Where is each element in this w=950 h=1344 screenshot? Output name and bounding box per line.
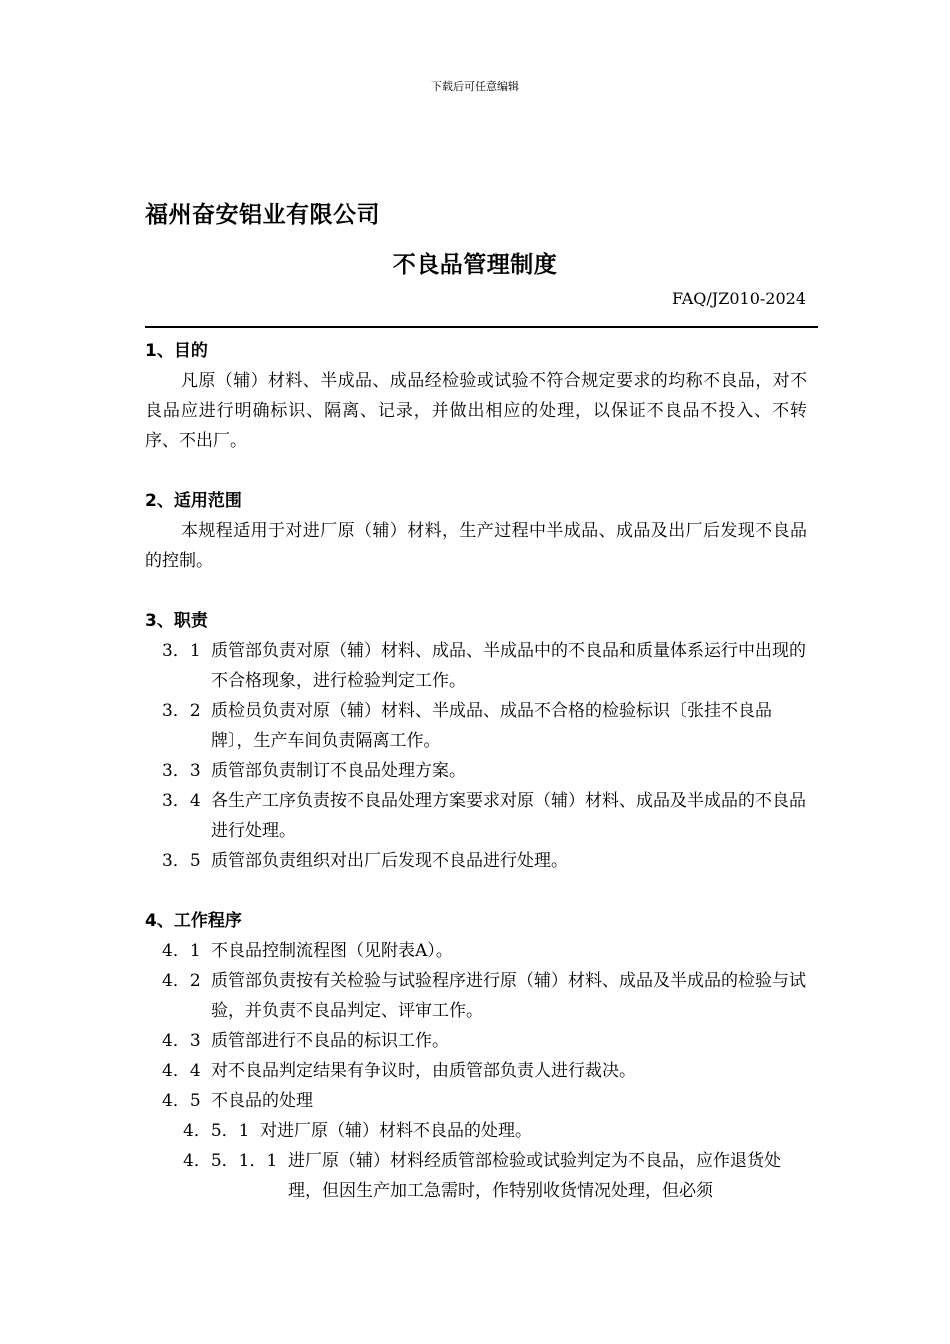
item-number: 4．2 [162,971,201,991]
list-item [145,696,807,756]
item-text: 质管部负责按有关检验与试验程序进行原（辅）材料、成品及半成品的检验与试验，并负责不良品判定、评审工作。 [211,971,806,1021]
item-text: 质管部进行不良品的标识工作。 [211,1031,449,1051]
spacer [145,576,807,606]
section-title-duties: 3、职责 [145,611,208,631]
item-number: 4．3 [162,1031,201,1051]
list-item [145,966,807,1026]
section-title-purpose: 1、目的 [145,341,208,361]
item-text: 进厂原（辅）材料经质管部检验或试验判定为不良品，应作退货处理，但因生产加工急需时，作特别收货情况处理，但必须 [288,1151,781,1201]
list-item [145,756,807,786]
list-item [145,786,807,846]
document-code: FAQ/JZ010-2024 [672,289,806,308]
item-text: 各生产工序负责按不良品处理方案要求对原（辅）材料、成品及半成品的不良品进行处理。 [211,791,806,841]
item-number: 3．1 [162,641,201,661]
item-number: 4．5 [162,1091,201,1111]
item-number: 4．5．1．1 [183,1151,278,1171]
item-text: 质管部负责制订不良品处理方案。 [211,761,466,781]
section-paragraph-scope: 本规程适用于对进厂原（辅）材料，生产过程中半成品、成品及出厂后发现不良品的控制。 [145,521,807,571]
list-item [145,1026,807,1056]
section-title-scope: 2、适用范围 [145,491,242,511]
document-title: 不良品管理制度 [392,252,558,278]
item-text: 质管部负责对原（辅）材料、成品、半成品中的不良品和质量体系运行中出现的不合格现象，进行检验判定工作。 [211,641,806,691]
item-number: 3．4 [162,791,201,811]
list-item [145,846,807,876]
spacer [145,456,807,486]
sub-sub-list-item [145,1146,807,1206]
item-number: 4．1 [162,941,201,961]
item-text: 质管部负责组织对出厂后发现不良品进行处理。 [211,851,568,871]
item-text: 对进厂原（辅）材料不良品的处理。 [260,1121,532,1141]
sub-list-item [145,1116,807,1146]
document-body [145,336,807,1206]
item-number: 4．4 [162,1061,201,1081]
item-text: 不良品的处理 [211,1091,313,1111]
list-item [145,1056,807,1086]
item-text: 对不良品判定结果有争议时，由质管部负责人进行裁决。 [211,1061,636,1081]
list-item [145,1086,807,1116]
list-item [145,936,807,966]
list-item [145,636,807,696]
header-rule [145,326,818,328]
item-number: 4．5．1 [183,1121,250,1141]
item-number: 3．3 [162,761,201,781]
item-number: 3．2 [162,701,201,721]
item-number: 3．5 [162,851,201,871]
section-paragraph-purpose: 凡原（辅）材料、半成品、成品经检验或试验不符合规定要求的均称不良品，对不良品应进行明确标识、隔离、记录，并做出相应的处理，以保证不良品不投入、不转序、不出厂。 [145,371,807,451]
item-text: 不良品控制流程图（见附表A）。 [211,941,453,961]
company-name: 福州奋安铝业有限公司 [145,202,380,228]
download-note: 下载后可任意编辑 [431,80,519,93]
spacer [145,876,807,906]
section-title-procedure: 4、工作程序 [145,911,242,931]
item-text: 质检员负责对原（辅）材料、半成品、成品不合格的检验标识〔张挂不良品牌〕，生产车间负责隔离工作。 [211,701,772,751]
